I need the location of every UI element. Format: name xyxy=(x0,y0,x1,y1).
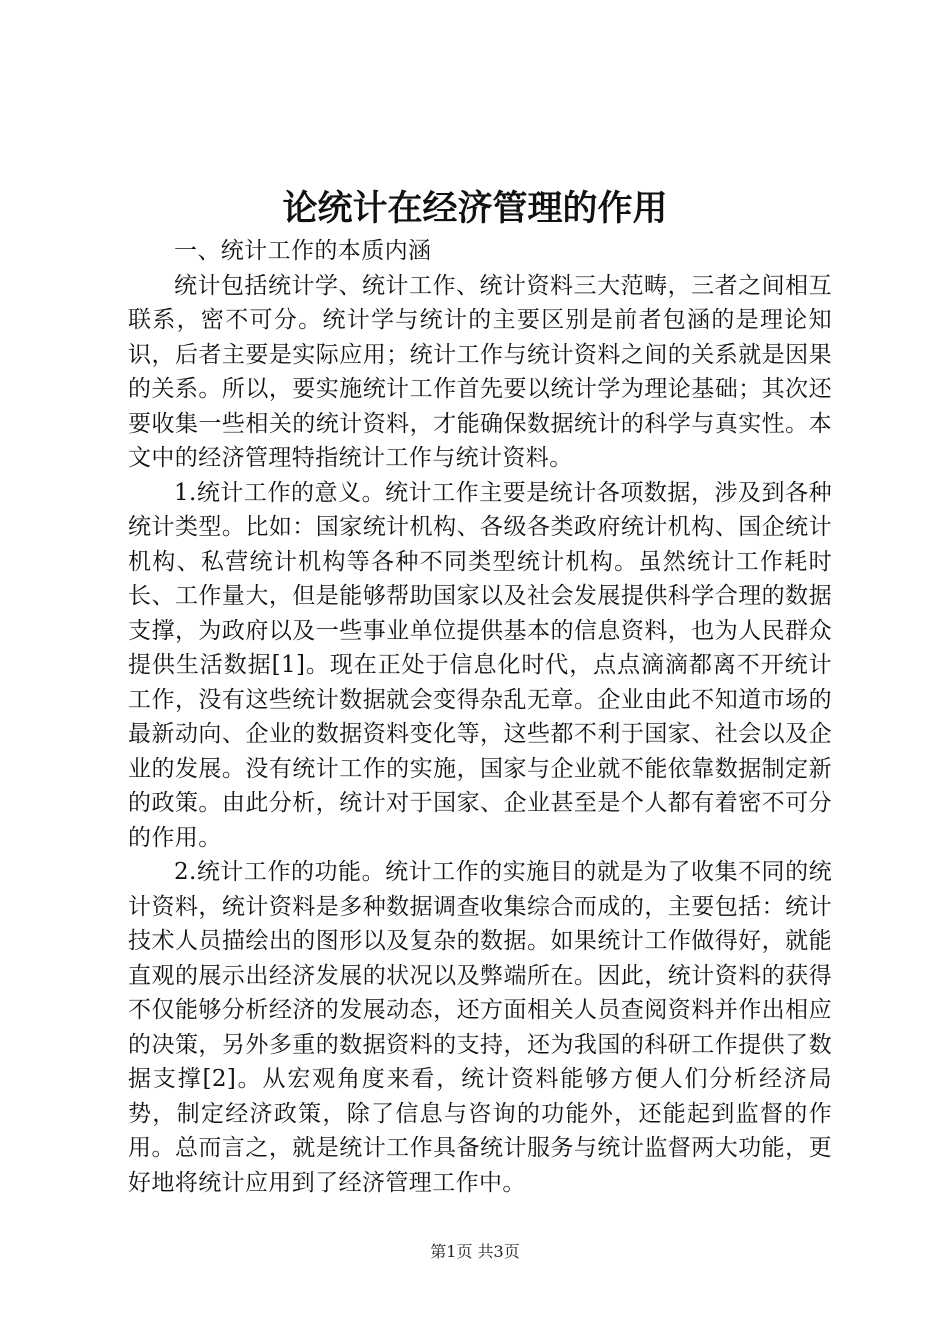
document-title: 论统计在经济管理的作用 xyxy=(282,188,668,229)
page-footer: 第1页 共3页 xyxy=(430,1242,520,1261)
document-body xyxy=(128,234,832,1200)
paragraph-significance: 1.统计工作的意义。统计工作主要是统计各项数据，涉及到各种统计类型。比如：国家统计机构、各级各类政府统计机构、国企统计机构、私营统计机构等各种不同类型统计机构。虽然统计工作耗时长、工作量大，但是能够帮助国家以及社会发展提供科学合理的数据支撑，为政府以及一些事业单位提供基本的信息资料，也为人民群众提供生活数据[1]。现在正处于信息化时代，点点滴滴都离不开统计工作，没有这些统计数据就会变得杂乱无章。企业由此不知道市场的最新动向、企业的数据资料变化等，这些都不利于国家、社会以及企业的发展。没有统计工作的实施，国家与企业就不能依靠数据制定新的政策。由此分析，统计对于国家、企业甚至是个人都有着密不可分的作用。 xyxy=(128,479,832,851)
paragraph-intro: 统计包括统计学、统计工作、统计资料三大范畴，三者之间相互联系，密不可分。统计学与统计的主要区别是前者包涵的是理论知识，后者主要是实际应用；统计工作与统计资料之间的关系就是因果的关系。所以，要实施统计工作首先要以统计学为理论基础；其次还要收集一些相关的统计资料，才能确保数据统计的科学与真实性。本文中的经济管理特指统计工作与统计资料。 xyxy=(128,272,832,471)
paragraph-function: 2.统计工作的功能。统计工作的实施目的就是为了收集不同的统计资料，统计资料是多种数据调查收集综合而成的，主要包括：统计技术人员描绘出的图形以及复杂的数据。如果统计工作做得好，就能直观的展示出经济发展的状况以及弊端所在。因此，统计资料的获得不仅能够分析经济的发展动态，还方面相关人员查阅资料并作出相应的决策，另外多重的数据资料的支持，还为我国的科研工作提供了数据支撑[2]。从宏观角度来看，统计资料能够方便人们分析经济局势，制定经济政策，除了信息与咨询的功能外，还能起到监督的作用。总而言之，就是统计工作具备统计服务与统计监督两大功能，更好地将统计应用到了经济管理工作中。 xyxy=(128,859,832,1196)
section-heading: 一、统计工作的本质内涵 xyxy=(174,238,432,264)
